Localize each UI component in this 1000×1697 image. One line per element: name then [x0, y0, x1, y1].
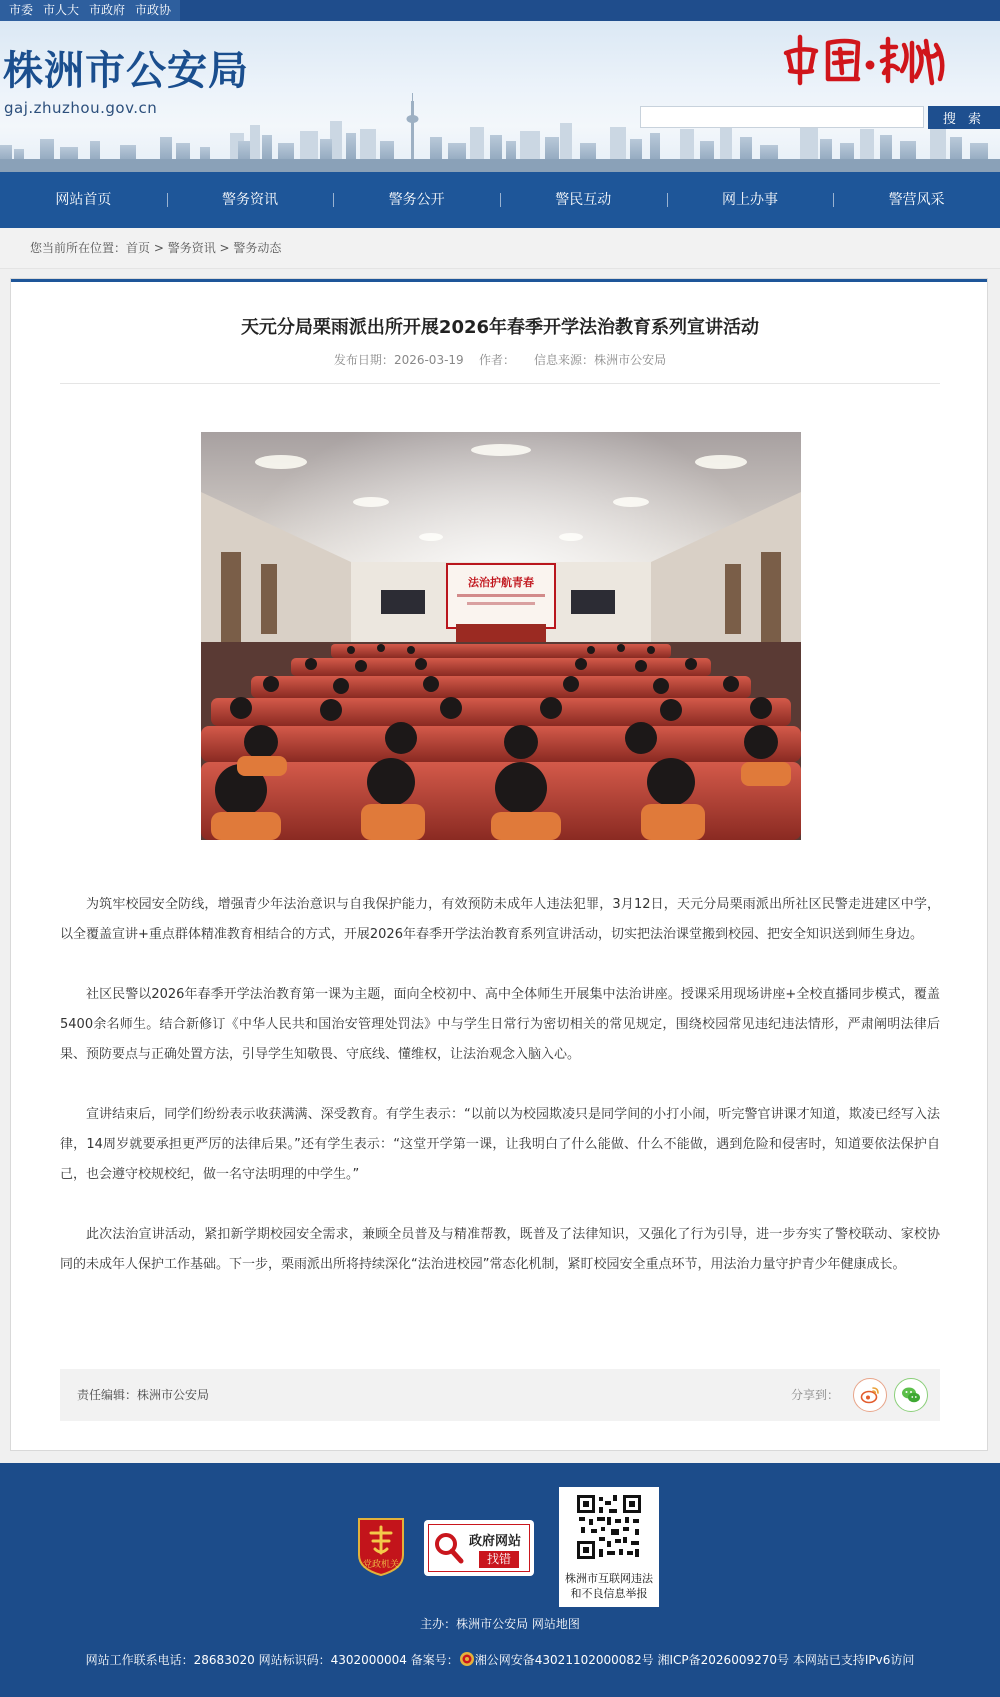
- qr-caption: [559, 1571, 659, 1601]
- nav-police-news[interactable]: 警务资讯: [167, 172, 334, 228]
- footer-host-line: [0, 1615, 1000, 1632]
- nav-home[interactable]: 网站首页: [55, 192, 112, 208]
- police-emblem-icon: [459, 1651, 475, 1667]
- top-link-cppcc[interactable]: 市政协: [135, 3, 172, 17]
- footer-info-line: [0, 1651, 1000, 1668]
- breadcrumb-item-home[interactable]: 首页: [126, 241, 151, 255]
- wechat-share-icon[interactable]: [894, 1378, 928, 1412]
- report-qr-code[interactable]: [559, 1487, 659, 1607]
- breadcrumb-item-updates[interactable]: 警务动态: [233, 241, 282, 255]
- top-links: [0, 0, 180, 21]
- gov-badge-line2: 找错: [479, 1551, 519, 1568]
- nav-police-style[interactable]: 警营风采: [833, 172, 1000, 228]
- party-government-badge-icon[interactable]: [355, 1515, 407, 1577]
- article-paragraph: 社区民警以2026年春季开学法治教育第一课为主题，面向全校初中、高中全体师生开展集中法治讲座。授课采用现场讲座+全校直播同步模式，覆盖5400余名师生。结合新修订《中华人民共和国治安管理处罚法》中与学生日常行为密切相关的常见规定，围绕校园常见违纪违法情形，严肃阐明法律后果、预防要点与正确处置方法，引导学生知敬畏、守底线、懂维权，让法治观念入脑入心。: [60, 987, 940, 1062]
- site-domain: gaj.zhuzhou.gov.cn: [4, 99, 158, 117]
- lecture-hall-photo: [201, 432, 801, 840]
- host-name: 株洲市公安局: [456, 1617, 529, 1631]
- nav-police-disclosure[interactable]: 警务公开: [333, 172, 500, 228]
- breadcrumb: [30, 228, 281, 268]
- icp-link[interactable]: 湘ICP备2026009270号: [657, 1653, 790, 1667]
- breadcrumb-label: 您当前所在位置：: [30, 241, 127, 255]
- article-panel: [10, 278, 988, 1451]
- top-link-government[interactable]: 市政府: [89, 3, 126, 17]
- search-input[interactable]: [640, 106, 924, 128]
- top-link-party-committee[interactable]: 市委: [9, 3, 34, 17]
- qr-code-icon: [575, 1493, 643, 1561]
- china-zhuzhou-calligraphy-logo: [780, 31, 960, 91]
- record-label: 备案号：: [410, 1653, 459, 1667]
- top-link-congress[interactable]: 市人大: [43, 3, 80, 17]
- article-paragraph: 宣讲结束后，同学们纷纷表示收获满满、深受教育。有学生表示：“以前以为校园欺凌只是同学间的小打小闹，听完警官讲课才知道，欺凌已经写入法律，14周岁就要承担更严厉的法律后果。”还有学生表示：“这堂开学第一课，让我明白了什么能做、什么不能做，遇到危险和侵害时，知道要依法保护自己，也会遵守校规校纪，做一名守法明理的中学生。”: [60, 1107, 940, 1182]
- article-meta: [11, 351, 989, 368]
- top-links-bar: [0, 0, 1000, 21]
- ipv6-note: 本网站已支持IPv6访问: [792, 1653, 915, 1667]
- sitemap-link[interactable]: 网站地图: [531, 1617, 580, 1631]
- nav-police-public-interaction[interactable]: 警民互动: [500, 172, 667, 228]
- host-label: 主办：: [420, 1617, 457, 1631]
- share-label: 分享到：: [791, 1388, 840, 1402]
- editor-share-bar: [60, 1369, 940, 1421]
- site-id-label: 网站标识码：: [258, 1653, 331, 1667]
- date-label: 发布日期：: [333, 353, 394, 367]
- breadcrumb-separator: >: [150, 241, 168, 255]
- title-divider: [60, 383, 940, 384]
- article-paragraph: 此次法治宣讲活动，紧扣新学期校园安全需求，兼顾全员普及与精准帮教，既普及了法律知识，又强化了行为引导，进一步夯实了警校联动、家校协同的未成年人保护工作基础。下一步，栗雨派出所将持续深化“法治进校园”常态化机制，紧盯校园安全重点环节，用法治力量守护青少年健康成长。: [60, 1227, 940, 1272]
- qr-caption-line2: 和不良信息举报: [570, 1587, 648, 1600]
- police-record-link[interactable]: 湘公网安备43021102000082号: [474, 1653, 654, 1667]
- article-paragraph: 为筑牢校园安全防线，增强青少年法治意识与自我保护能力，有效预防未成年人违法犯罪，3月12日，天元分局栗雨派出所社区民警走进建区中学，以全覆盖宣讲+重点群体精准教育相结合的方式，开展2026年春季开学法治教育系列宣讲活动，切实把法治课堂搬到校园、把安全知识送到师生身边。: [60, 897, 940, 942]
- publish-date: 2026-03-19: [393, 353, 464, 367]
- nav-online-services[interactable]: 网上办事: [667, 172, 834, 228]
- responsible-editor: [77, 1369, 209, 1421]
- footer: [0, 1463, 1000, 1697]
- panel-top-accent: [11, 279, 987, 282]
- search-button[interactable]: 搜 索: [928, 106, 1000, 129]
- editor-label: 责任编辑：: [77, 1388, 138, 1402]
- magnifier-icon: [433, 1531, 465, 1565]
- qr-caption-line1: 株洲市互联网违法: [565, 1572, 653, 1585]
- author-label: 作者：: [478, 353, 515, 367]
- article-body: [60, 890, 940, 1310]
- gov-badge-line1: 政府网站: [469, 1534, 522, 1549]
- party-badge-label: 党政机关: [362, 1560, 400, 1570]
- contact-phone: 28683020: [193, 1653, 255, 1667]
- site-id: 4302000004: [330, 1653, 407, 1667]
- editor-name: 株洲市公安局: [137, 1388, 210, 1402]
- article-title: 天元分局栗雨派出所开展2026年春季开学法治教育系列宣讲活动: [240, 317, 760, 338]
- header-banner: [0, 21, 1000, 172]
- gov-badge-frame: [428, 1524, 530, 1572]
- main-nav: [0, 172, 1000, 228]
- breadcrumb-bar: [0, 228, 1000, 269]
- gov-website-error-report-badge[interactable]: [424, 1520, 534, 1576]
- breadcrumb-separator: >: [215, 241, 234, 255]
- source: 株洲市公安局: [594, 353, 667, 367]
- source-label: 信息来源：: [534, 353, 595, 367]
- breadcrumb-item-news[interactable]: 警务资讯: [167, 241, 216, 255]
- weibo-share-icon[interactable]: [853, 1378, 887, 1412]
- stage-banner-text: 法治护航青春: [468, 576, 534, 589]
- contact-label: 网站工作联系电话：: [85, 1653, 194, 1667]
- site-title: 株洲市公安局: [3, 47, 249, 94]
